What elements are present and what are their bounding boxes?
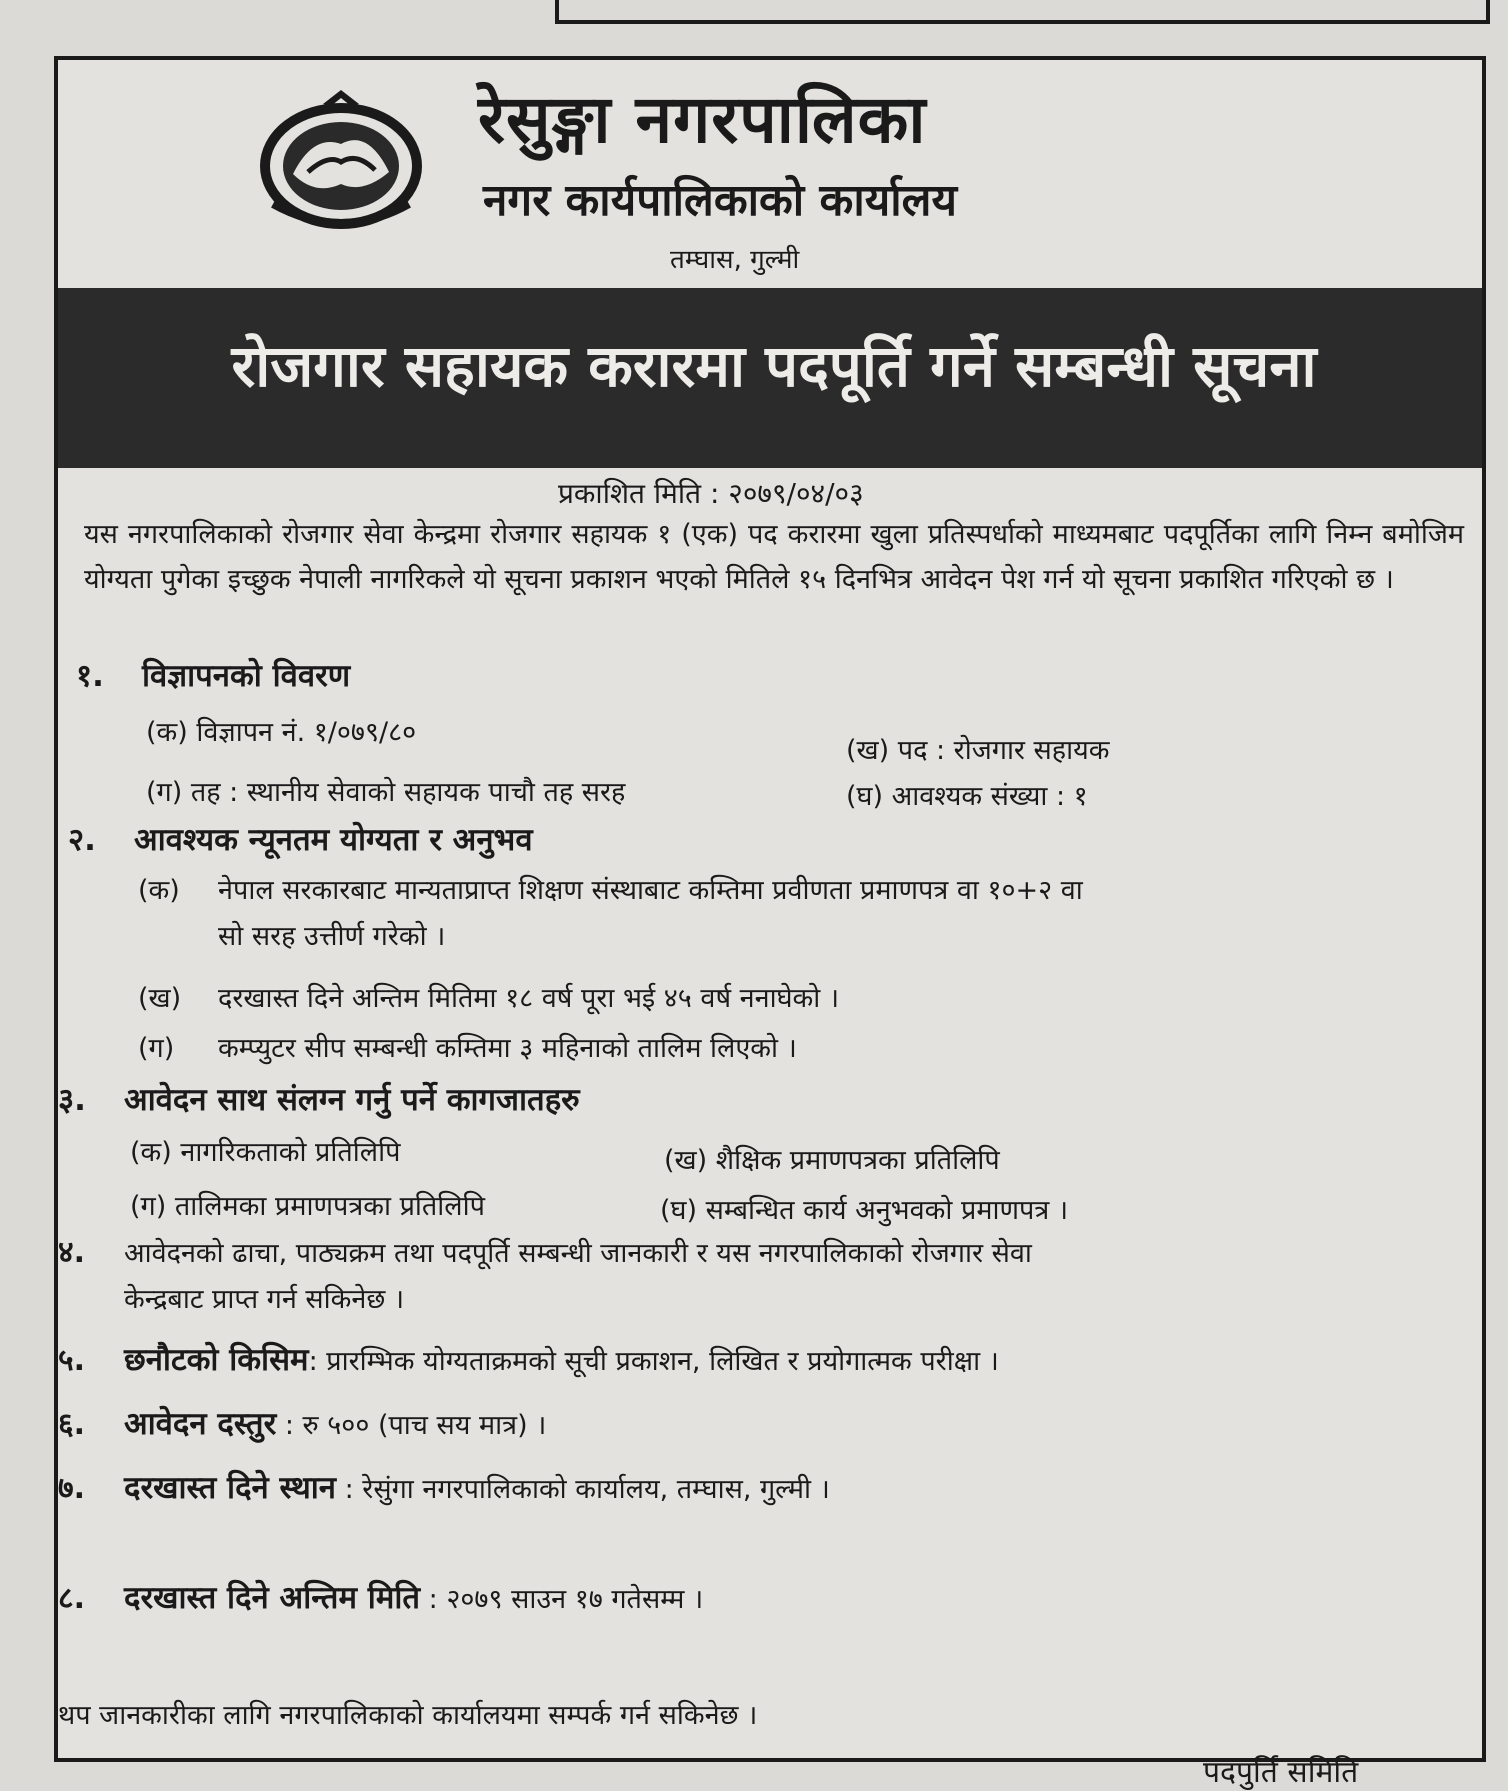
s4-line1: आवेदनको ढाचा, पाठ्यक्रम तथा पदपूर्ति सम्बन्धी जानकारी र यस नगरपालिकाको रोजगार सेवा [124,1238,1032,1269]
s2-item-ga [138,1028,797,1065]
s1-item-ga: (ग) तह : स्थानीय सेवाको सहायक पाचौ तह सरह [146,777,626,808]
section-6 [58,1402,546,1444]
s2-kha-text: दरखास्त दिने अन्तिम मितिमा १८ वर्ष पूरा भई ४५ वर्ष ननाघेको । [218,983,840,1014]
section-1-number: १. [76,658,104,694]
section-8 [58,1576,703,1618]
section-3-title: आवेदन साथ संलग्न गर्नु पर्ने कागजातहरु [124,1082,580,1118]
s1-item-ka: (क) विज्ञापन नं. १/०७९/८० [146,717,417,748]
s1-item-gha: (घ) आवश्यक संख्या : १ [846,781,1088,812]
section-8-text: : २०७९ साउन १७ गतेसम्म । [420,1584,704,1615]
section-5-text: : प्रारम्भिक योग्यताक्रमको सूची प्रकाशन, लिखित र प्रयोगात्मक परीक्षा । [308,1346,999,1377]
section-5-number: ५. [58,1343,85,1378]
section-8-number: ८. [58,1581,85,1616]
s3-item-ka: (क) नागरिकताको प्रतिलिपि [130,1137,401,1168]
s2-ka-label: (क) [138,875,180,906]
section-4-number: ४. [58,1235,85,1270]
s2-ga-label: (ग) [138,1033,175,1064]
office-name: नगर कार्यपालिकाको कार्यालय [483,175,957,226]
closing-note: थप जानकारीका लागि नगरपालिकाको कार्यालयमा सम्पर्क गर्न सकिनेछ । [58,1700,758,1731]
office-address: तम्घास, गुल्मी [670,245,800,275]
section-2-number: २. [68,822,96,858]
section-7 [58,1466,830,1508]
section-6-text: : रु ५०० (पाच सय मात्र) । [276,1410,547,1441]
section-7-title: दरखास्त दिने स्थान [124,1470,337,1506]
s3-item-kha: (ख) शैक्षिक प्रमाणपत्रका प्रतिलिपि [664,1145,1000,1176]
section-1-title: विज्ञापनको विवरण [142,658,351,694]
s2-item-ka [138,868,1478,960]
section-2-title: आवश्यक न्यूनतम योग्यता र अनुभव [134,822,533,858]
s2-ka-line1: नेपाल सरकारबाट मान्यताप्राप्त शिक्षण संस्थाबाट कम्तिमा प्रवीणता प्रमाणपत्र वा १०+२ वा [218,875,1083,906]
section-6-number: ६. [58,1407,85,1442]
published-date: प्रकाशित मिति : २०७९/०४/०३ [558,477,864,510]
s1-item-kha: (ख) पद : रोजगार सहायक [846,735,1110,766]
intro-paragraph: यस नगरपालिकाको रोजगार सेवा केन्द्रमा रोजगार सहायक १ (एक) पद करारमा खुला प्रतिस्पर्धाको माध्यमबाट पदपूर्तिका लागि निम्न बमोजिम योग्यता पुगेका इच्छुक नेपाली नागरिकले यो सूचना प्रकाशन भएको मितिले १५ दिनभित्र आवेदन पेश गर्न यो सूचना प्रकाशित गरिएको छ । [84,519,1465,595]
s2-ka-line2: सो सरह उत्तीर्ण गरेको । [218,921,446,952]
section-2-heading [68,818,533,860]
section-5-title: छनौटको किसिम [124,1342,309,1378]
previous-ad-border [555,0,1490,24]
section-3-heading [58,1078,580,1120]
s3-item-ga: (ग) तालिमका प्रमाणपत्रका प्रतिलिपि [130,1191,485,1222]
section-8-title: दरखास्त दिने अन्तिम मिति [124,1580,421,1616]
notice-title: रोजगार सहायक करारमा पदपूर्ति गर्ने सम्बन्धी सूचना [231,332,1317,400]
s2-ga-text: कम्प्युटर सीप सम्बन्धी कम्तिमा ३ महिनाको तालिम लिएको । [218,1033,797,1064]
section-1-heading [76,654,350,696]
s3-item-gha: (घ) सम्बन्धित कार्य अनुभवको प्रमाणपत्र । [660,1195,1069,1226]
nepal-emblem-icon [253,84,428,234]
s4-line2: केन्द्रबाट प्राप्त गर्न सकिनेछ । [124,1284,405,1315]
s2-item-kha [138,978,839,1015]
notice-frame [54,56,1486,1790]
org-name: रेसुङ्गा नगरपालिका [478,81,927,158]
signed-by: पदपुर्ति समिति [1203,1755,1359,1790]
section-5 [58,1338,999,1380]
s2-kha-label: (ख) [138,983,182,1014]
section-4 [58,1230,1478,1323]
section-7-number: ७. [58,1471,85,1506]
section-6-title: आवेदन दस्तुर [124,1406,277,1442]
section-3-number: ३. [58,1082,86,1118]
section-7-text: : रेसुंगा नगरपालिकाको कार्यालय, तम्घास, गुल्मी । [336,1474,830,1505]
